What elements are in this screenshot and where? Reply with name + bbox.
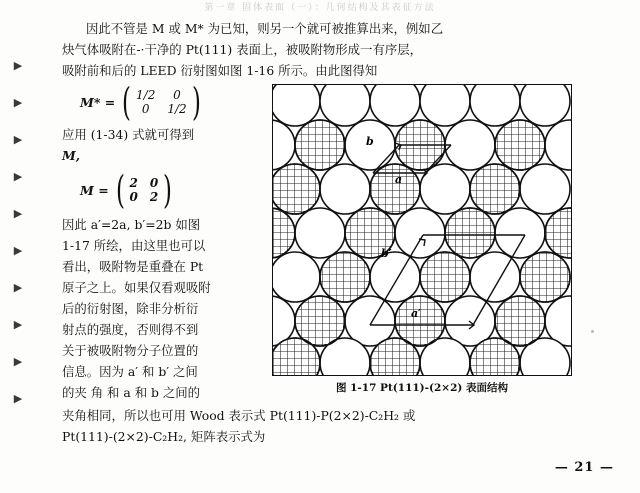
body-line: 关于被吸附物分子位置的 [62, 343, 199, 358]
scan-speck [591, 330, 594, 333]
matrix-cell: 1/2 [136, 88, 156, 102]
body-line: 的夹 角 和 a 和 b 之间的 [62, 385, 201, 400]
figure-svg [273, 85, 571, 375]
page-number: — 21 — [554, 460, 614, 475]
margin-mark: ▶ [13, 392, 23, 405]
intro-paragraph [62, 18, 572, 81]
tail-line: Pt(111)-(2×2)-C₂H₂, 矩阵表示式为 [62, 429, 266, 444]
matrix-body [134, 88, 189, 116]
body-line: 应用 (1-34) 式就可得到 [62, 127, 195, 142]
formula-m-star [80, 80, 262, 124]
tail-paragraph [62, 405, 572, 447]
tail-line: 夹角相同，所以也可用 Wood 表示式 Pt(111)-P(2×2)-C₂H₂ 或 [62, 408, 416, 423]
body-line: 射点的强度，否则得不到 [62, 322, 199, 337]
formula-m [80, 168, 262, 212]
body-line: 1-17 所绘，由这里也可以 [62, 238, 206, 253]
margin-mark: ▶ [13, 207, 23, 220]
body-line: 看出，吸附物是重叠在 Pt [62, 259, 204, 274]
label-a: a [395, 173, 403, 186]
faint-running-header: 第一章 固体表面（一）：几何结构及其表征方法 [204, 3, 436, 13]
intro-line: 炔气体吸附在-·干净的 Pt(111) 表面上，被吸附物形成一有序层， [62, 42, 423, 57]
body-line: 原子之上。如果仅看观吸附 [62, 280, 211, 295]
left-paren: ( [115, 168, 125, 212]
matrix-cell: 0 [129, 190, 138, 204]
formula-lhs: M* = [80, 94, 116, 110]
label-a-prime: a′ [411, 307, 422, 320]
body-line: 因此 a′=2a, b′=2b 如图 [62, 217, 201, 232]
margin-mark: ▶ [13, 355, 23, 368]
margin-mark: ▶ [13, 133, 23, 146]
figure-surface-structure [272, 84, 572, 376]
body-line: 信息。因为 a′ 和 b′ 之间 [62, 364, 198, 379]
matrix-cell: 0 [173, 88, 181, 102]
matrix-cell: 0 [149, 176, 159, 190]
matrix-cell: 2 [149, 190, 159, 204]
intro-line: 吸附前和后的 LEED 衍射图如图 1-16 所示。由此图得知 [62, 63, 378, 78]
matrix-m [113, 168, 175, 212]
body-line: 后的衍射图，除非分析衍 [62, 301, 199, 316]
left-column-text [62, 80, 262, 403]
formula-lhs: M = [80, 182, 109, 198]
matrix-body [128, 176, 161, 204]
margin-mark: ▶ [13, 318, 23, 331]
margin-marks [8, 60, 28, 430]
matrix-cell: 0 [141, 102, 150, 116]
intro-line: 因此不管是 M 或 M* 为已知，则另一个就可被推算出来，例如乙 [86, 21, 444, 36]
label-b: b [366, 135, 374, 148]
margin-mark: ▶ [13, 244, 23, 257]
margin-mark: ▶ [13, 170, 23, 183]
margin-mark: ▶ [13, 96, 23, 109]
body-line: M, [62, 148, 81, 163]
margin-mark: ▶ [13, 281, 23, 294]
matrix-m-star [119, 80, 203, 124]
right-paren: ) [163, 168, 173, 212]
label-b-prime: b′ [381, 247, 392, 260]
left-paren: ( [122, 80, 132, 124]
right-paren: ) [191, 80, 201, 124]
margin-mark: ▶ [13, 59, 23, 72]
figure-caption: 图 1-17 Pt(111)-(2×2) 表面结构 [335, 382, 509, 394]
matrix-cell: 2 [129, 176, 138, 190]
matrix-cell: 1/2 [167, 102, 187, 116]
